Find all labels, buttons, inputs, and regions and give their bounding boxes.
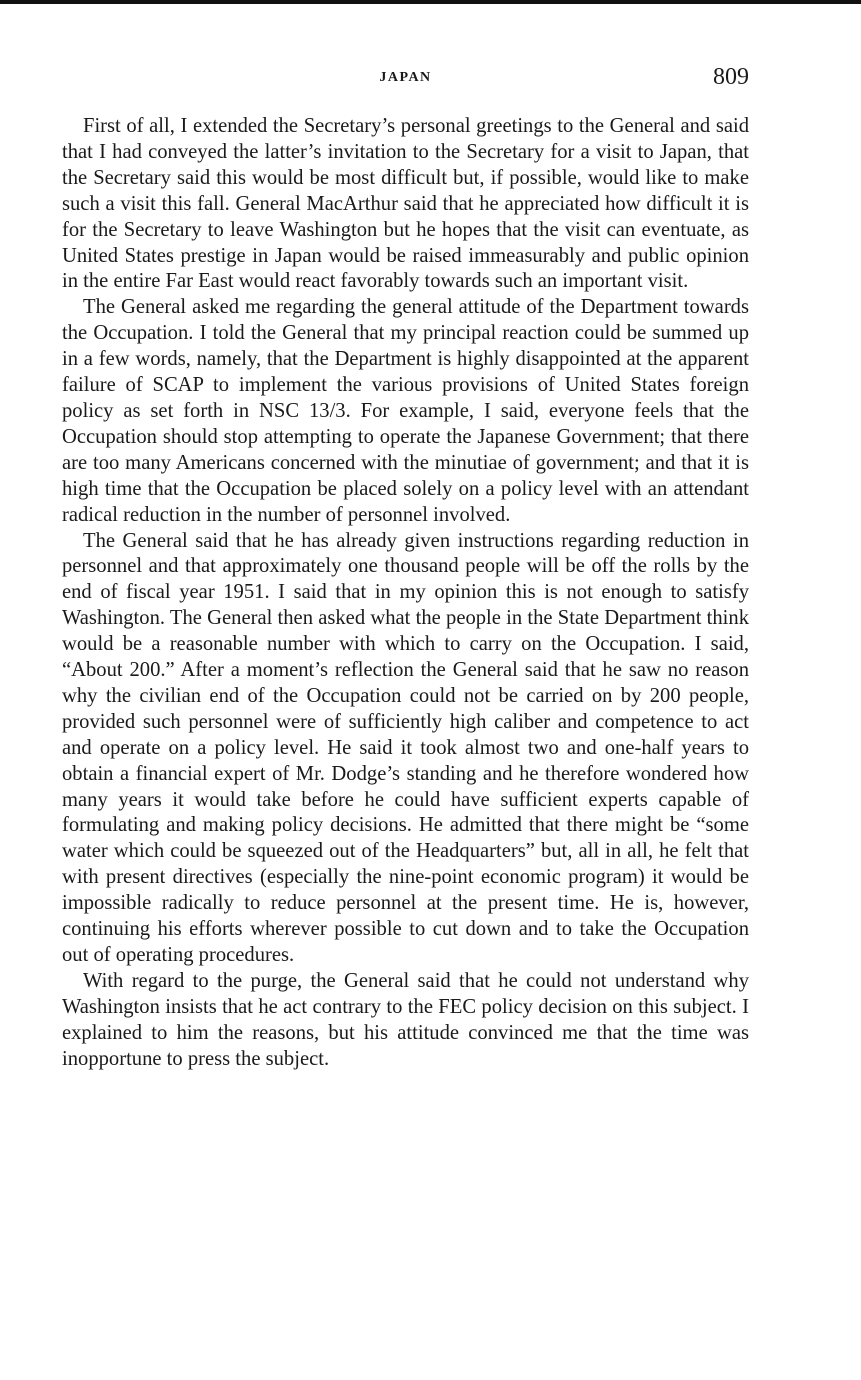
running-title: JAPAN xyxy=(379,70,432,85)
body-text xyxy=(62,114,749,1073)
paragraph-greetings: First of all, I extended the Secretary’s personal greetings to the General and said that I had conveyed the latter’s invitation to the Secretary for a visit to Japan, that the Secretary said this would be most difficult but, if possible, would like to make such a visit this fall. General MacArthur said that he appreciated how difficult it is for the Secretary to leave Washington but he hopes that the visit can eventuate, as United States prestige in Japan would be raised immeasurably and public opinion in the entire Far East would react favorably towards such an important visit. xyxy=(62,115,749,293)
paragraph-personnel-reduction: The General said that he has already given instructions regarding reduction in personnel and that approximately one thousand people will be off the rolls by the end of fiscal year 1951. I said that in my opinion this is not enough to satisfy Washington. The General then asked what the people in the State Department think would be a reasonable number with which to carry on the Occupation. I said, “About 200.” After a moment’s reflection the General said that he saw no reason why the civilian end of the Occupation could not be carried on by 200 people, provided such personnel were of sufficiently high caliber and competence to act and operate on a policy level. He said it took almost two and one-half years to obtain a financial expert of Mr. Dodge’s standing and he therefore wondered how many years it would take before he could have sufficient experts capable of formulating and making policy decisions. He admitted that there might be “some water which could be squeezed out of the Headquarters” but, all in all, he felt that with present directives (especially the nine-point economic program) it would be impossible radically to reduce personnel at the present time. He is, however, continuing his efforts wherever possible to cut down and to take the Occupation out of operating procedures. xyxy=(62,529,749,966)
page-number: 809 xyxy=(713,64,749,90)
paragraph-purge: With regard to the purge, the General said that he could not understand why Washington insists that he act contrary to the FEC policy decision on this subject. I explained to him the reasons, but his attitude convinced me that the time was inopportune to press the subject. xyxy=(62,969,749,1070)
document-page xyxy=(62,60,749,1073)
running-head xyxy=(62,60,749,100)
paragraph-department-attitude: The General asked me regarding the general attitude of the Department towards the Occupation. I told the General that my principal reaction could be summed up in a few words, namely, that the Department is highly disappointed at the apparent failure of SCAP to implement the various provisions of United States foreign policy as set forth in NSC 13/3. For example, I said, everyone feels that the Occupation should stop attempting to operate the Japanese Government; that there are too many Americans concerned with the minutiae of government; and that it is high time that the Occupation be placed solely on a policy level with an attendant radical reduction in the number of personnel involved. xyxy=(62,296,749,526)
top-border-rule xyxy=(0,0,861,4)
